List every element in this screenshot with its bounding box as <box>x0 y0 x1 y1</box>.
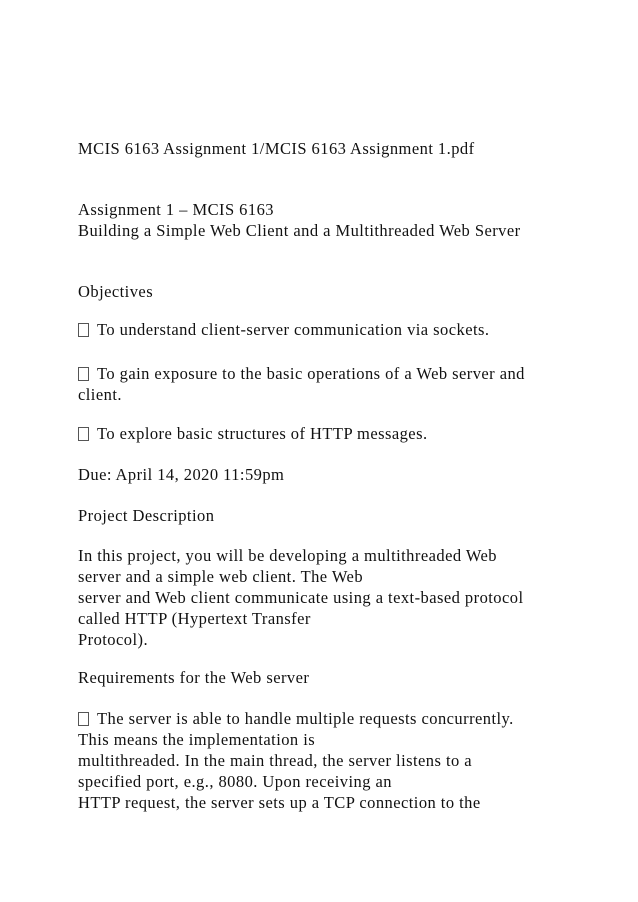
bullet-box-icon <box>78 712 89 726</box>
objective-text: To understand client-server communication via sockets. <box>97 320 490 339</box>
requirement-line: HTTP request, the server sets up a TCP connection to the <box>78 793 481 812</box>
objective-text: To gain exposure to the basic operations of a Web server and <box>97 364 525 383</box>
file-path-heading: MCIS 6163 Assignment 1/MCIS 6163 Assignment 1.pdf <box>78 139 475 158</box>
requirement-line: multithreaded. In the main thread, the server listens to a <box>78 751 473 770</box>
objective-item <box>78 320 489 340</box>
assignment-subtitle: Building a Simple Web Client and a Multithreaded Web Server <box>78 221 521 240</box>
objective-text: To explore basic structures of HTTP messages. <box>97 424 428 443</box>
project-description-line: server and Web client communicate using a text-based protocol <box>78 588 524 607</box>
project-description-line: Protocol). <box>78 630 149 649</box>
requirement-item <box>78 709 514 729</box>
requirements-heading: Requirements for the Web server <box>78 668 310 687</box>
requirement-line: This means the implementation is <box>78 730 316 749</box>
project-description-line: In this project, you will be developing a multithreaded Web <box>78 546 497 565</box>
assignment-title: Assignment 1 – MCIS 6163 <box>78 200 274 219</box>
requirement-text: The server is able to handle multiple requests concurrently. <box>97 709 514 728</box>
bullet-box-icon <box>78 323 89 337</box>
objective-item <box>78 424 428 444</box>
bullet-box-icon <box>78 427 89 441</box>
objectives-heading: Objectives <box>78 282 154 301</box>
objective-item <box>78 364 525 384</box>
due-date: Due: April 14, 2020 11:59pm <box>78 465 285 484</box>
requirement-line: specified port, e.g., 8080. Upon receiving an <box>78 772 392 791</box>
objective-continuation: client. <box>78 385 122 404</box>
bullet-box-icon <box>78 367 89 381</box>
project-description-line: server and a simple web client. The Web <box>78 567 364 586</box>
project-description-line: called HTTP (Hypertext Transfer <box>78 609 311 628</box>
project-description-heading: Project Description <box>78 506 215 525</box>
